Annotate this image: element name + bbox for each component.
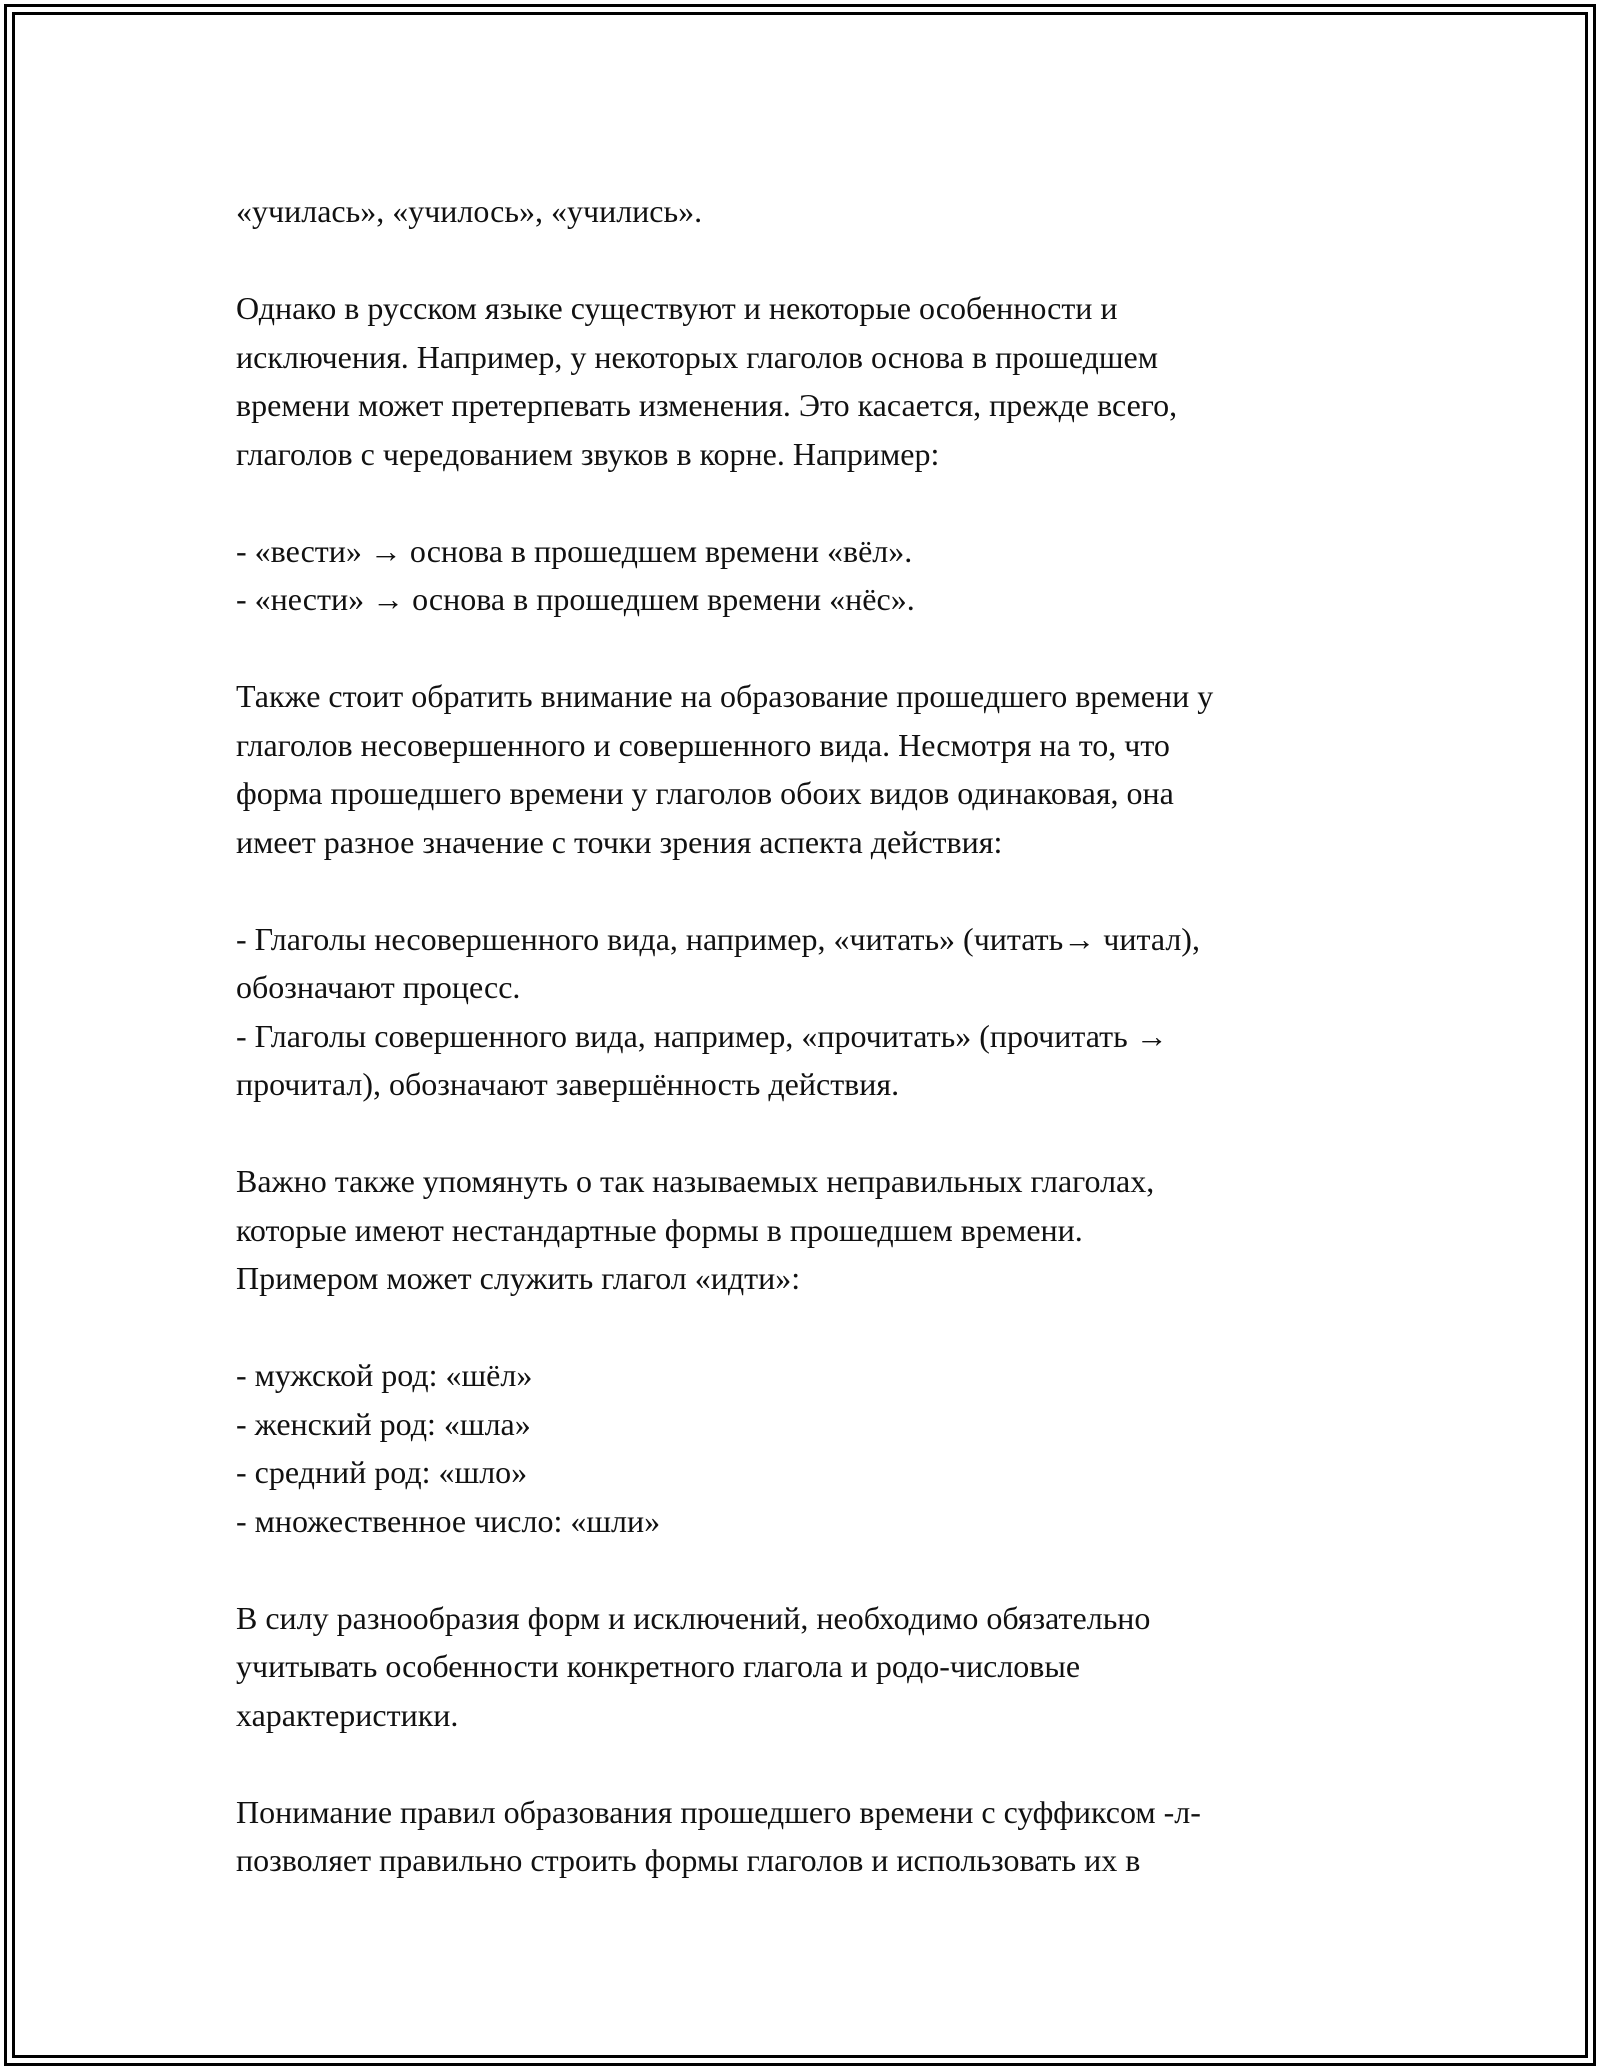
list-item: - «нести» → основа в прошедшем времени «нёс». [236,581,915,617]
list-item: - Глаголы несовершенного вида, например, «читать» (читать→ читал), [236,920,1200,957]
paragraph [236,1788,1416,1885]
text-line: В силу разнообразия форм и исключений, необходимо обязательно [236,1599,1151,1636]
text-line: времени может претерпевать изменения. Это касается, прежде всего, [236,387,1178,423]
text-line: характеристики. [236,1696,459,1733]
text-line: Важно также упомянуть о так называемых неправильных глаголах, [236,1163,1155,1199]
list-item: - средний род: «шло» [236,1454,528,1490]
text-line: позволяет правильно строить формы глаголов и использовать их в [236,1842,1141,1878]
text-line: учитывать особенности конкретного глагола и родо-числовые [236,1648,1081,1684]
list-item: - множественное число: «шли» [236,1502,661,1539]
aspect-list [236,915,1416,1109]
paragraph [236,187,1416,236]
text-line: имеет разное значение с точки зрения аспекта действия: [236,823,1003,860]
example-list [236,527,1416,624]
text-line: Понимание правил образования прошедшего времени с суффиксом -л- [236,1793,1201,1830]
text-line: Однако в русском языке существуют и некоторые особенности и [236,290,1118,326]
paragraph [236,672,1416,866]
text-line: Примером может служить глагол «идти»: [236,1260,801,1296]
list-item: прочитал), обозначают завершённость действия. [236,1066,900,1102]
list-item: - «вести» → основа в прошедшем времени «вёл». [236,532,913,569]
paragraph [236,1157,1416,1303]
document-body [236,187,1416,1933]
text-line: «училась», «училось», «учились». [236,193,703,229]
list-item: - женский род: «шла» [236,1405,531,1442]
paragraph [236,1594,1416,1740]
text-line: Также стоит обратить внимание на образование прошедшего времени у [236,678,1214,714]
list-item: - мужской род: «шёл» [236,1357,533,1393]
list-item: - Глаголы совершенного вида, например, «прочитать» (прочитать → [236,1017,1168,1054]
text-line: которые имеют нестандартные формы в прошедшем времени. [236,1211,1083,1248]
paragraph [236,284,1416,478]
text-line: форма прошедшего времени у глаголов обоих видов одинаковая, она [236,775,1174,811]
text-line: глаголов несовершенного и совершенного вида. Несмотря на то, что [236,726,1170,763]
text-line: глаголов с чередованием звуков в корне. Например: [236,435,940,472]
irregular-forms-list [236,1351,1416,1545]
text-line: исключения. Например, у некоторых глаголов основа в прошедшем [236,338,1158,375]
list-item: обозначают процесс. [236,969,521,1005]
